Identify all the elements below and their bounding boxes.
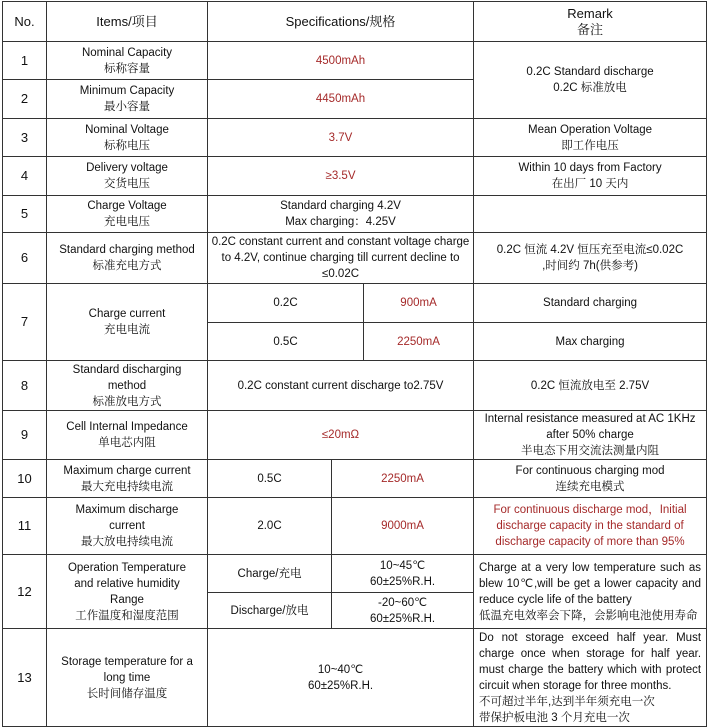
spec-value: ≥3.5V — [208, 157, 474, 196]
remark-en: Do not storage exceed half year. Must charge once when storage for half year. must charge the battery which with protect circuit when storage for three months. — [479, 631, 702, 692]
item-zh: 标准充电方式 — [92, 260, 162, 272]
item-en: Maximum charge current — [63, 464, 191, 477]
value-cell: 9000mA — [332, 498, 474, 555]
row-number: 5 — [3, 196, 47, 233]
remark-cell: 0.2C 恒流放电至 2.75V — [474, 361, 707, 411]
remark-cell — [474, 460, 707, 498]
condition-value — [332, 593, 474, 629]
row-number: 8 — [3, 361, 47, 411]
row-number: 9 — [3, 411, 47, 460]
humidity: 60±25%R.H. — [369, 575, 436, 588]
row-number: 4 — [3, 157, 47, 196]
item-zh: 最小容量 — [104, 101, 150, 113]
spec-value — [208, 196, 474, 233]
row-number: 3 — [3, 119, 47, 157]
remark-zh: 0.2C 标准放电 — [553, 82, 627, 94]
remark-cell — [474, 411, 707, 460]
item-zh: 标称电压 — [104, 139, 150, 152]
item-en: Operation Temperature — [67, 561, 187, 574]
remark-en: Charge at a very low temperature such as blew 10℃,will be get a lower capacity and reduce cycle life of the battery — [479, 561, 702, 606]
spec-value: 0.2C constant current and constant voltage charge to 4.2V, continue charging till current decline to ≤0.02C — [208, 233, 474, 284]
rate-cell: 0.5C — [208, 460, 332, 498]
item-zh: 交货电压 — [104, 178, 150, 190]
remark-line: discharge capacity of more than 95% — [495, 536, 685, 548]
humidity: 60±25%R.H. — [369, 612, 436, 625]
temp-range: 10~40℃ — [317, 663, 364, 676]
remark-zh: 不可超过半年,达到半年须充电一次 — [479, 695, 655, 708]
value-cell: 2250mA — [332, 460, 474, 498]
remark-line: For continuous discharge mod，Initial — [493, 504, 687, 516]
remark-zh: 在出厂 10 天内 — [551, 178, 629, 190]
item-cell — [47, 361, 208, 411]
header-remark — [474, 2, 707, 42]
item-cell — [47, 233, 208, 284]
item-zh: 单电芯内阻 — [98, 437, 156, 449]
item-cell — [47, 284, 208, 361]
remark-zh: 连续充电模式 — [555, 480, 625, 493]
header-specifications: Specifications/规格 — [208, 2, 474, 42]
battery-spec-table — [2, 1, 707, 727]
remark-cell: Max charging — [474, 323, 707, 361]
charge-rate: 0.2C — [208, 284, 364, 323]
item-en: Cell Internal Impedance — [66, 421, 188, 433]
spec-line: Max charging：4.25V — [285, 216, 396, 228]
item-zh: 最大放电持续电流 — [81, 536, 173, 548]
item-cell — [47, 42, 208, 80]
spec-value — [208, 629, 474, 727]
item-zh: 长时间储存温度 — [86, 687, 168, 700]
remark-zh: 带保护板电池 3 个月充电一次 — [479, 711, 630, 724]
item-cell — [47, 498, 208, 555]
item-zh: 充电电流 — [104, 324, 150, 336]
remark-zh: 低温充电效率会下降，会影响电池使用寿命 — [479, 609, 698, 622]
table-row — [3, 411, 707, 460]
item-en: Storage temperature for a long time — [61, 655, 193, 684]
remark-line: discharge capacity in the standard of — [496, 520, 684, 532]
table-row — [3, 629, 707, 727]
remark-line: after 50% charge — [546, 429, 634, 441]
temp-range: -20~60℃ — [377, 596, 428, 609]
item-cell — [47, 460, 208, 498]
item-en: Delivery voltage — [86, 162, 168, 174]
header-items: Items/项目 — [47, 2, 208, 42]
table-row — [3, 157, 707, 196]
table-row — [3, 460, 707, 498]
spec-value: ≤20mΩ — [208, 411, 474, 460]
item-en: Range — [110, 593, 144, 606]
row-number: 1 — [3, 42, 47, 80]
item-zh: 充电电压 — [104, 216, 150, 228]
row-number: 13 — [3, 629, 47, 727]
item-en: current — [109, 520, 145, 532]
item-zh: 标准放电方式 — [92, 395, 162, 408]
rate-cell: 2.0C — [208, 498, 332, 555]
charge-rate: 0.5C — [208, 323, 364, 361]
spec-value: 4500mAh — [208, 42, 474, 80]
table-row — [3, 233, 707, 284]
remark-zh: 半电态下用交流法测量内阻 — [521, 445, 660, 457]
remark-en: For continuous charging mod — [515, 464, 665, 477]
item-zh: 标称容量 — [104, 62, 150, 75]
remark-cell — [474, 555, 707, 629]
item-en: and relative humidity — [74, 577, 180, 590]
condition-value — [332, 555, 474, 593]
table-header-row — [3, 2, 707, 42]
header-remark-zh: 备注 — [577, 21, 604, 37]
remark-line: 0.2C 恒流 4.2V 恒压充至电流≤0.02C — [496, 244, 684, 256]
header-remark-en: Remark — [567, 5, 613, 21]
item-cell — [47, 411, 208, 460]
item-en: Standard discharging — [72, 363, 182, 376]
temp-range: 10~45℃ — [379, 559, 426, 572]
row-number: 2 — [3, 80, 47, 119]
remark-zh: 即工作电压 — [561, 139, 619, 152]
condition-label: Charge/充电 — [208, 555, 332, 593]
remark-cell — [474, 629, 707, 727]
condition-label: Discharge/放电 — [208, 593, 332, 629]
item-zh: 最大充电持续电流 — [81, 480, 173, 493]
item-zh: 工作温度和湿度范围 — [75, 609, 179, 622]
table-row — [3, 498, 707, 555]
item-en: Nominal Capacity — [81, 46, 173, 59]
item-cell — [47, 629, 208, 727]
remark-cell — [474, 233, 707, 284]
item-cell — [47, 80, 208, 119]
remark-line: Internal resistance measured at AC 1KHz — [484, 413, 696, 425]
row-number: 11 — [3, 498, 47, 555]
remark-line: ,时间约 7h(供参考) — [542, 260, 638, 272]
item-cell — [47, 119, 208, 157]
table-row — [3, 361, 707, 411]
charge-value: 900mA — [364, 284, 474, 323]
row-number: 10 — [3, 460, 47, 498]
row-number: 6 — [3, 233, 47, 284]
table-row — [3, 284, 707, 323]
item-en: Charge Voltage — [87, 200, 167, 212]
remark-en: 0.2C Standard discharge — [526, 66, 654, 78]
item-en: Charge current — [88, 308, 166, 320]
row-number: 7 — [3, 284, 47, 361]
item-en: Minimum Capacity — [79, 85, 175, 97]
table-row — [3, 555, 707, 593]
spec-line: Standard charging 4.2V — [280, 200, 401, 212]
remark-cell-empty — [474, 196, 707, 233]
item-cell — [47, 157, 208, 196]
item-en: Nominal Voltage — [85, 123, 169, 136]
charge-value: 2250mA — [364, 323, 474, 361]
table-row — [3, 119, 707, 157]
table-row — [3, 42, 707, 80]
item-en: Standard charging method — [59, 244, 195, 256]
item-en: Maximum discharge — [75, 504, 179, 516]
remark-cell: Standard charging — [474, 284, 707, 323]
remark-cell — [474, 498, 707, 555]
remark-cell — [474, 157, 707, 196]
row-number: 12 — [3, 555, 47, 629]
header-no: No. — [3, 2, 47, 42]
spec-value: 3.7V — [208, 119, 474, 157]
remark-cell — [474, 42, 707, 119]
remark-cell — [474, 119, 707, 157]
humidity: 60±25%R.H. — [307, 679, 374, 692]
remark-en: Within 10 days from Factory — [518, 162, 662, 174]
item-cell — [47, 196, 208, 233]
item-cell — [47, 555, 208, 629]
remark-en: Mean Operation Voltage — [528, 123, 653, 136]
item-en: method — [107, 379, 147, 392]
spec-value: 4450mAh — [208, 80, 474, 119]
spec-value: 0.2C constant current discharge to2.75V — [208, 361, 474, 411]
table-row — [3, 196, 707, 233]
